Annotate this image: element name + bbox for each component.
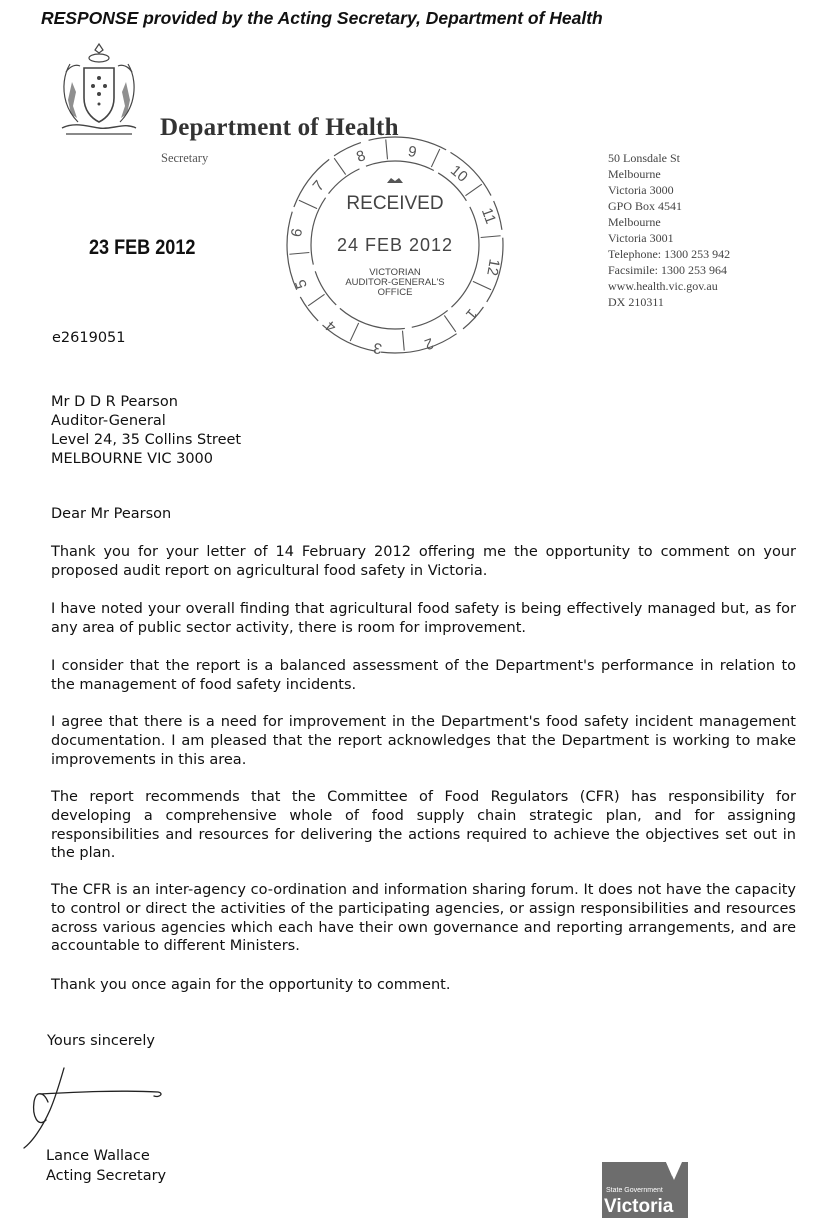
stamp-clock-number: 7 (309, 177, 328, 195)
recipient-line: Mr D D R Pearson (51, 394, 178, 410)
recipient-line: MELBOURNE VIC 3000 (51, 451, 213, 467)
stamp-clock-number: 4 (322, 317, 340, 336)
stamp-tick (289, 252, 309, 254)
body-paragraph: The CFR is an inter-agency co-ordination and information sharing forum. It does not have the capacity to control or direct the activities of the participating agencies, or assign responsibilities and resources across various agencies which each have their own governance and reporting arrangements, and are accountable to different Ministers. (51, 882, 796, 955)
address-line: DX 210311 (608, 295, 664, 309)
address-line: Melbourne (608, 215, 661, 229)
stamp-tick (481, 236, 501, 238)
address-line: GPO Box 4541 (608, 199, 683, 213)
stamp-clock-number: 5 (292, 277, 311, 291)
stamp-tick (334, 158, 345, 174)
recipient-line: Level 24, 35 Collins Street (51, 432, 242, 448)
date-stamp: 23 FEB 2012 (89, 236, 196, 259)
body-paragraph: I agree that there is a need for improvement in the Department's food safety incident management documentation. I am pleased that the report acknowledges that the Department is working to make improvements in this area. (51, 714, 796, 768)
signer-name: Lance Wallace (46, 1148, 150, 1164)
stamp-tick (431, 149, 439, 167)
stamp-clock-number: 8 (354, 147, 368, 166)
coat-of-arms-icon (58, 42, 140, 142)
address-line: www.health.vic.gov.au (608, 279, 718, 293)
signer-block (46, 1146, 166, 1186)
address-line: Melbourne (608, 167, 661, 181)
stamp-clock-number: 10 (447, 161, 471, 186)
recipient-address (51, 393, 241, 469)
address-line: Victoria 3001 (608, 231, 674, 245)
stamp-org-line: VICTORIAN (369, 267, 421, 278)
stamp-clock-number: 6 (287, 227, 307, 239)
stamp-date: 24 FEB 2012 (336, 235, 454, 255)
stamp-clock-number: 12 (483, 257, 503, 277)
stamp-clock-number: 2 (422, 334, 436, 353)
body-paragraph: I have noted your overall finding that agricultural food safety is being effectively managed but, as for any area of public sector activity, there is room for improvement. (51, 601, 796, 636)
department-name: Department of Health (160, 114, 399, 141)
stamp-clock-number: 1 (462, 305, 481, 323)
reference-number: e2619051 (52, 330, 126, 346)
stamp-org-line: AUDITOR-GENERAL'S (345, 277, 445, 288)
stamp-tick (350, 323, 358, 341)
stamp-tick (444, 315, 455, 331)
body-paragraph: I consider that the report is a balanced assessment of the Department's performance in relation to the management of food safety incidents. (51, 658, 796, 693)
response-header-note: RESPONSE provided by the Acting Secretary, Department of Health (41, 8, 603, 28)
stamp-tick (473, 281, 491, 289)
department-office: Secretary (161, 151, 209, 165)
stamp-tick (465, 184, 481, 195)
logo-big-text: Victoria (604, 1196, 674, 1217)
stamp-tick (299, 200, 317, 208)
body-paragraph: The report recommends that the Committee of Food Regulators (CFR) has responsibility for developing a comprehensive whole of food supply chain strategic plan, and for assigning responsibilities and resources for delivering the actions required to achieve the objectives set out in the plan. (51, 789, 796, 862)
stamp-org-line: OFFICE (377, 287, 413, 298)
address-line: 50 Lonsdale St (608, 151, 680, 165)
recipient-line: Auditor-General (51, 413, 166, 429)
received-stamp (283, 133, 507, 357)
victoria-logo (600, 1162, 690, 1218)
stamp-clock-number: 3 (372, 338, 384, 357)
address-line: Facsimile: 1300 253 964 (608, 263, 727, 277)
stamp-title: RECEIVED (346, 193, 444, 214)
stamp-tick (386, 139, 388, 159)
address-line: Telephone: 1300 253 942 (608, 247, 731, 261)
salutation: Dear Mr Pearson (51, 506, 172, 522)
crown-icon (387, 178, 403, 183)
address-line: Victoria 3000 (608, 183, 674, 197)
signer-title: Acting Secretary (46, 1168, 167, 1184)
body-paragraph: Thank you once again for the opportunity to comment. (51, 977, 451, 993)
stamp-clock-number: 9 (406, 142, 418, 162)
stamp-clock-number: 11 (477, 205, 500, 227)
address-block (608, 150, 798, 310)
signature (18, 1062, 168, 1152)
closing: Yours sincerely (47, 1033, 155, 1049)
stamp-tick (308, 294, 324, 305)
stamp-tick (402, 331, 404, 351)
logo-small-text: State Government (606, 1187, 663, 1194)
body-paragraph: Thank you for your letter of 14 February 2012 offering me the opportunity to comment on your proposed audit report on agricultural food safety in Victoria. (51, 544, 796, 579)
